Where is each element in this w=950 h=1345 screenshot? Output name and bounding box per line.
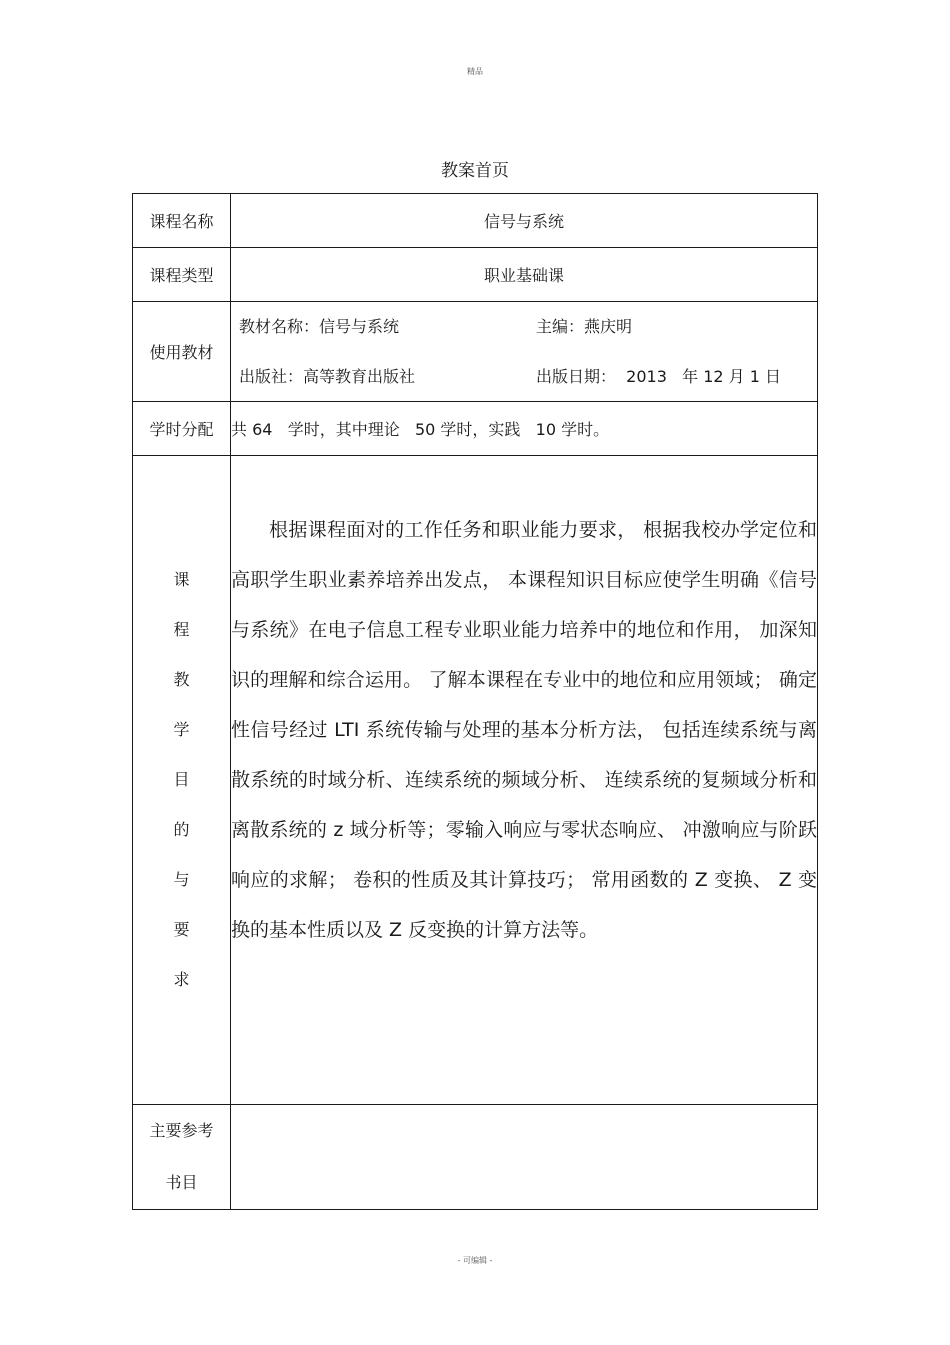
textbook-name: 教材名称：信号与系统: [239, 316, 400, 336]
page-header-mark: 精品: [467, 67, 483, 76]
hours-label: 学时分配: [133, 402, 231, 456]
goals-label-char: 要: [173, 920, 190, 939]
textbook-cell: [231, 302, 818, 402]
goals-label-char: 的: [173, 820, 190, 839]
page-footer-mark: - 可编辑 -: [457, 1256, 493, 1265]
goals-label-char: 课: [173, 570, 190, 589]
row-textbook: [133, 302, 818, 402]
course-type-label: 课程类型: [133, 248, 231, 302]
goals-label-char: 学: [173, 720, 190, 739]
row-course-name: [133, 194, 818, 248]
goals-label-char: 程: [173, 620, 190, 639]
references-label-line2: 书目: [165, 1173, 198, 1192]
goals-label-char: 求: [173, 970, 190, 989]
textbook-editor: 主编：燕庆明: [536, 316, 633, 336]
textbook-pub-date: 出版日期： 2013 年 12 月 1 日: [536, 366, 782, 386]
goals-label-char: 教: [173, 670, 190, 689]
goals-label-char: 目: [173, 770, 190, 789]
references-value: [231, 1105, 818, 1210]
row-references: [133, 1105, 818, 1210]
goals-cell: [231, 456, 818, 1105]
page-title: 教案首页: [441, 161, 509, 181]
textbook-label: 使用教材: [133, 302, 231, 402]
course-type-value: 职业基础课: [231, 248, 818, 302]
goals-label-char: 与: [173, 870, 190, 889]
lesson-plan-table: [132, 193, 818, 1210]
row-course-type: [133, 248, 818, 302]
course-name-value: 信号与系统: [231, 194, 818, 248]
course-name-label: 课程名称: [133, 194, 231, 248]
hours-value: 共 64 学时，其中理论 50 学时，实践 10 学时。: [231, 402, 818, 456]
references-label-line1: 主要参考: [149, 1121, 214, 1140]
row-goals: [133, 456, 818, 1105]
goals-text: 根据课程面对的工作任务和职业能力要求， 根据我校办学定位和高职学生职业素养培养出发点， 本课程知识目标应使学生明确《信号与系统》在电子信息工程专业职业能力培养中的地位和作用， 加深知识的理解和综合运用。 了解本课程在专业中的地位和应用领域； 确定性信号经过 LTI 系统传输与处理的基本分析方法， 包括连续系统与离散系统的时域分析、连续系统的频域分析、 连续系统的复频域分析和离散系统的 z 域分析等；零输入响应与零状态响应、 冲激响应与阶跃响应的求解； 卷积的性质及其计算技巧； 常用函数的 Z 变换、 Z 变换的基本性质以及 Z 反变换的计算方法等。: [231, 519, 817, 941]
textbook-publisher: 出版社：高等教育出版社: [239, 366, 416, 386]
references-label: [133, 1105, 231, 1210]
row-hours: [133, 402, 818, 456]
goals-label: [133, 456, 231, 1105]
